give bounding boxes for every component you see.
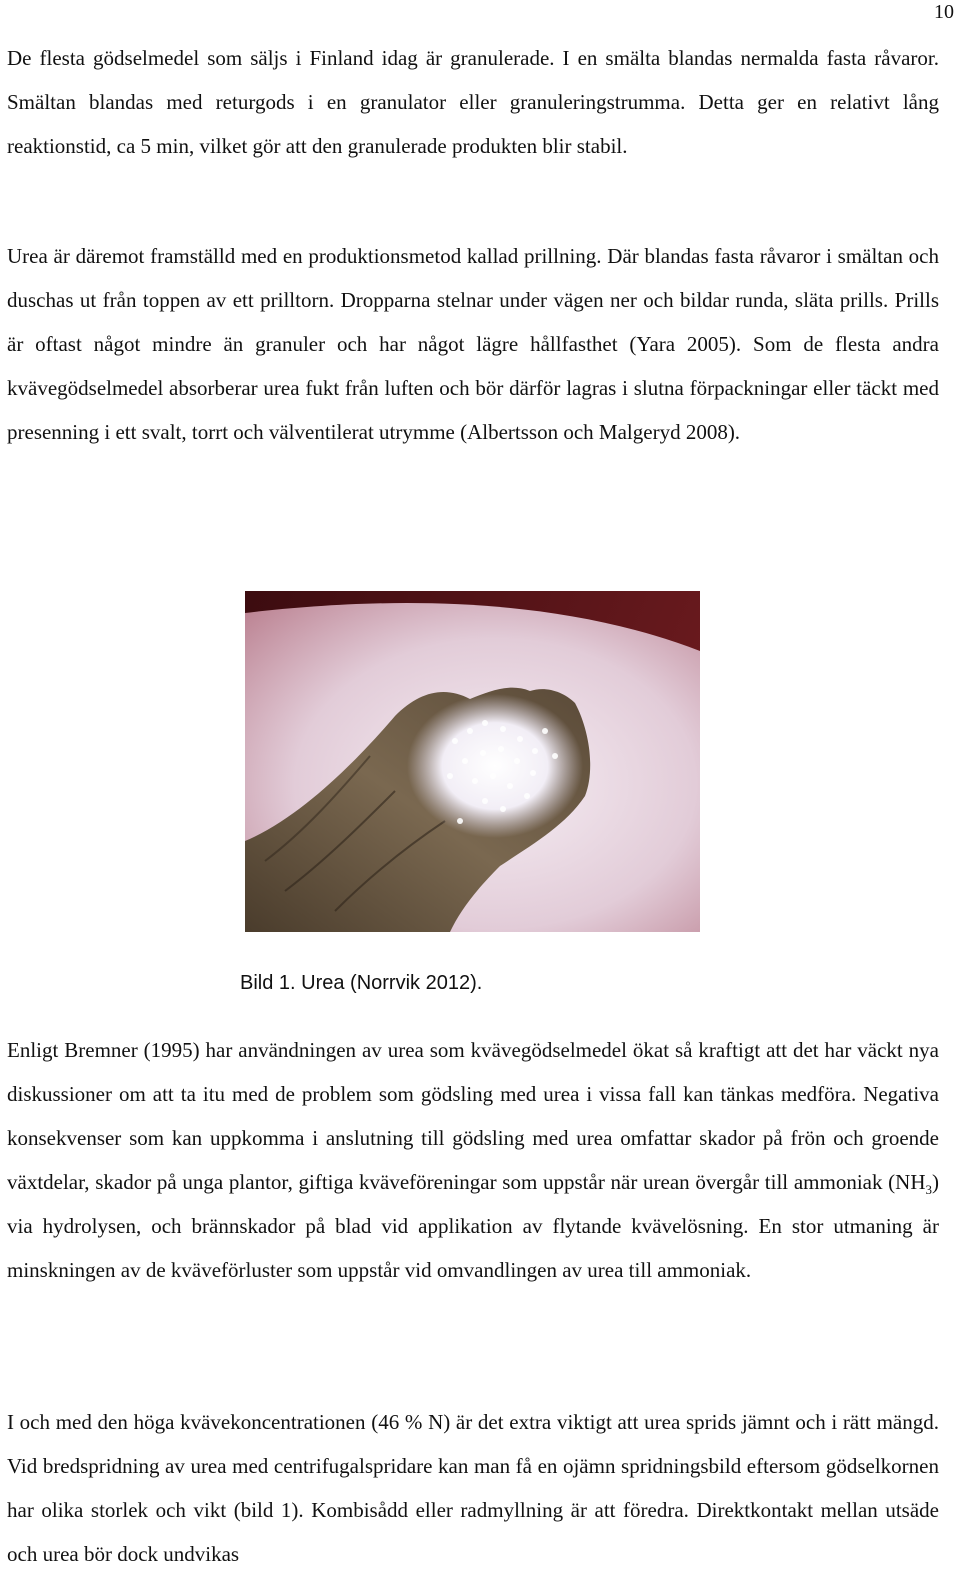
paragraph-bremner [7, 1028, 939, 1292]
paragraph-prilling: Urea är däremot framställd med en produktionsmetod kallad prillning. Där blandas fasta råvaror i smältan och duschas ut från toppen av ett prilltorn. Dropparna stelnar under vägen ner och bildar runda, släta prills. Prills är oftast något mindre än granuler och har något lägre hållfasthet (Yara 2005). Som de flesta andra kvävegödselmedel absorberar urea fukt från luften och bör därför lagras i slutna förpackningar eller täckt med presenning i ett svalt, torrt och välventilerat utrymme (Albertsson och Malgeryd 2008). [7, 244, 939, 444]
page-number: 10 [934, 1, 954, 23]
paragraph-bremner-part2: ) via hydrolysen, och brännskador på blad vid applikation av flytande kvävelösning. En stor utmaning är minskningen av de kväveförluster som uppstår vid omvandlingen av urea till ammoniak. [7, 1170, 939, 1282]
urea-photo [245, 591, 700, 932]
paragraph-bremner-part1: Enligt Bremner (1995) har användningen av urea som kvävegödselmedel ökat så kraftigt att det har väckt nya diskussioner om att ta itu med de problem som gödsling med urea i vissa fall kan tänkas medföra. Negativa konsekvenser som kan uppkomma i anslutning till gödsling med urea omfattar skador på frön och groende växtdelar, skador på unga plantor, giftiga kväveföreningar som uppstår när urean övergår till ammoniak (NH [7, 1038, 939, 1194]
figure-caption: Bild 1. Urea (Norrvik 2012). [240, 972, 483, 994]
paragraph-granulation: De flesta gödselmedel som säljs i Finland idag är granulerade. I en smälta blandas nermalda fasta råvaror. Smältan blandas med returgods i en granulator eller granuleringstrumma. Detta ger en relativt lång reaktionstid, ca 5 min, vilket gör att den granulerade produkten blir stabil. [7, 46, 939, 158]
paragraph-spreading: I och med den höga kvävekoncentrationen (46 % N) är det extra viktigt att urea sprids jämnt och i rätt mängd. Vid bredspridning av urea med centrifugalspridare kan man få en ojämn spridningsbild eftersom gödselkornen har olika storlek och vikt (bild 1). Kombisådd eller radmyllning är att föredra. Direktkontakt mellan utsäde och urea bör dock undvikas [7, 1410, 939, 1566]
ammonia-subscript: 3 [925, 1182, 932, 1198]
